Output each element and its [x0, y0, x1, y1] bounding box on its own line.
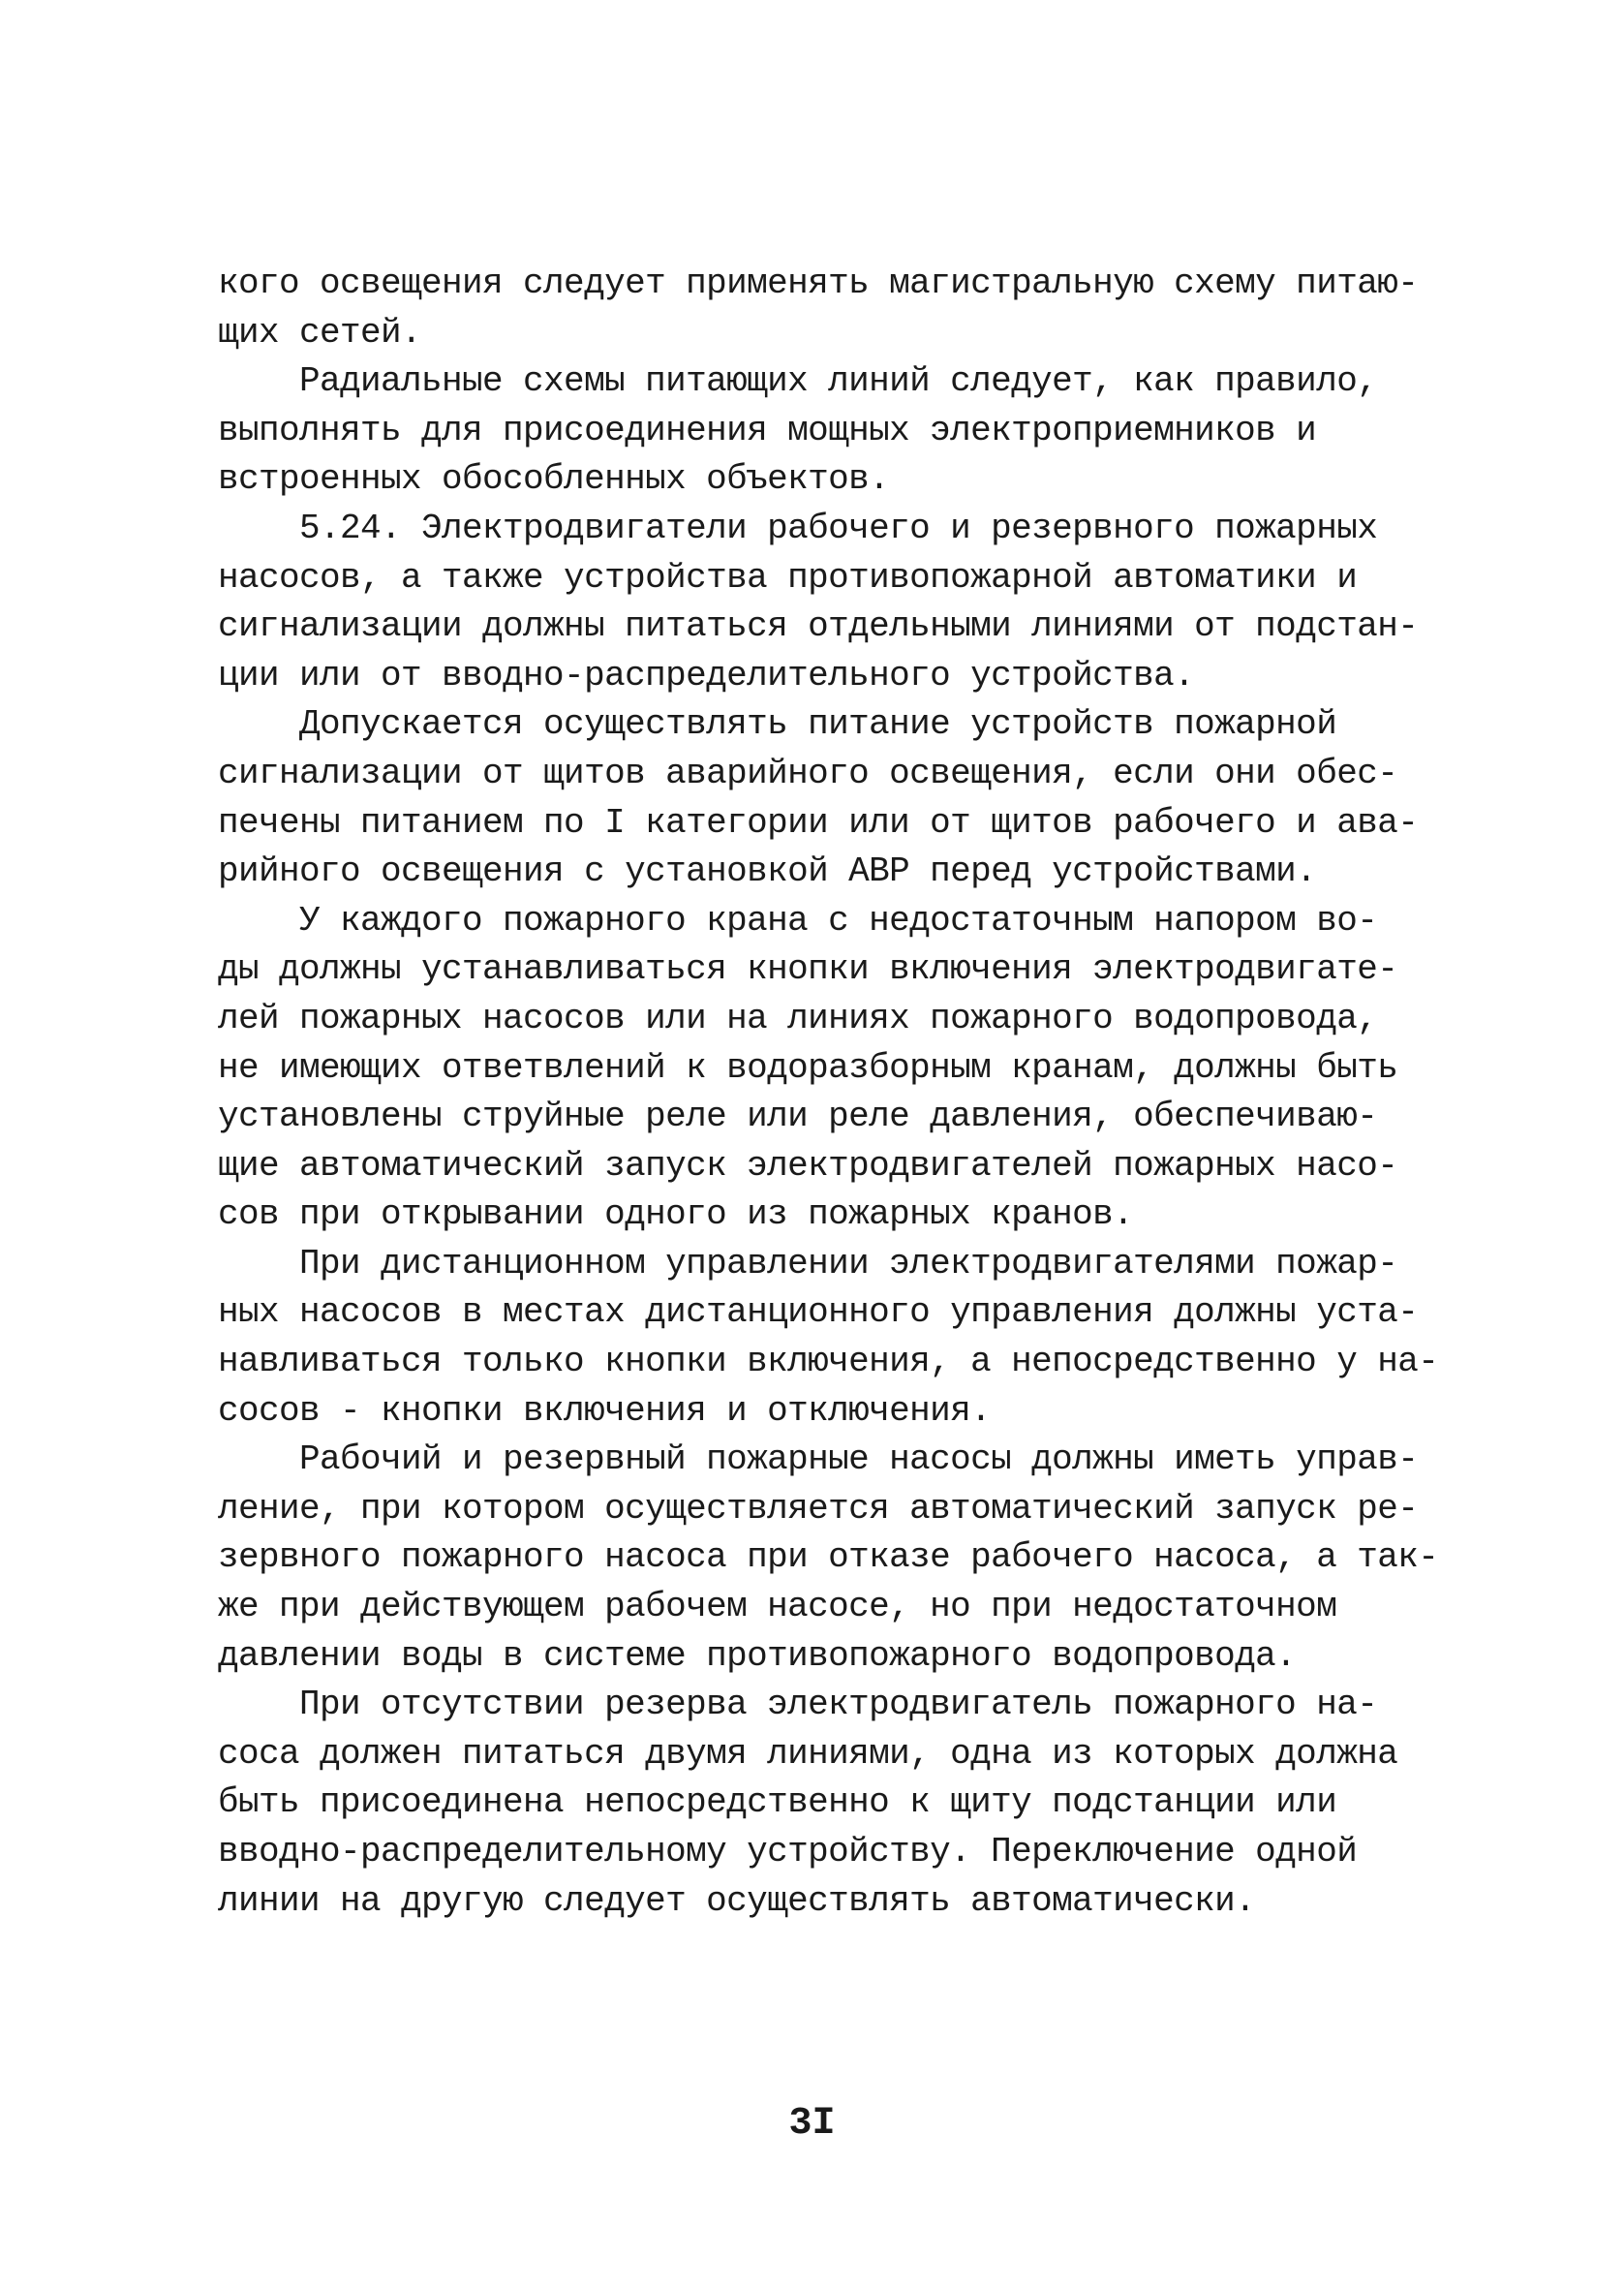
text-line: сосов - кнопки включения и отключения.	[218, 1390, 992, 1431]
text-line: встроенных обособленных объектов.	[218, 459, 890, 500]
text-line: же при действующем рабочем насосе, но при недостаточном	[218, 1587, 1337, 1627]
text-line: линии на другую следует осуществлять автоматически.	[218, 1880, 1256, 1921]
text-line: быть присоединена непосредственно к щиту подстанции или	[218, 1782, 1337, 1823]
text-line: 5.24. Электродвигатели рабочего и резервного пожарных	[218, 508, 1378, 548]
text-line: выполнять для присоединения мощных электроприемников и	[218, 410, 1317, 450]
text-line: печены питанием по I категории или от щитов рабочего и ава-	[218, 802, 1419, 843]
text-line: ных насосов в местах дистанционного управления должны уста-	[218, 1292, 1419, 1333]
text-line: При дистанционном управлении электродвигателями пожар-	[218, 1243, 1398, 1284]
text-line: насосов, а также устройства противопожарной автоматики и	[218, 557, 1358, 598]
text-line: ление, при котором осуществляется автоматический запуск ре-	[218, 1488, 1419, 1529]
text-line: щие автоматический запуск электродвигателей пожарных насо-	[218, 1145, 1398, 1186]
text-line: щих сетей.	[218, 312, 422, 353]
text-line: сигнализации от щитов аварийного освещения, если они обес-	[218, 753, 1398, 793]
page-number: 3I	[788, 2102, 836, 2146]
text-line: При отсутствии резерва электродвигатель пожарного на-	[218, 1685, 1378, 1725]
text-line: навливаться только кнопки включения, а непосредственно у на-	[218, 1342, 1439, 1382]
text-line: установлены струйные реле или реле давления, обеспечиваю-	[218, 1097, 1378, 1137]
text-line: не имеющих ответвлений к водоразборным кранам, должны быть	[218, 1047, 1398, 1088]
text-line: рийного освещения с установкой АВР перед устройствами.	[218, 851, 1317, 892]
text-line: вводно-распределительному устройству. Переключение одной	[218, 1832, 1358, 1871]
text-line: давлении воды в системе противопожарного водопровода.	[218, 1635, 1297, 1676]
text-line: лей пожарных насосов или на линиях пожарного водопровода,	[218, 998, 1378, 1038]
text-line: сов при открывании одного из пожарных кранов.	[218, 1194, 1134, 1235]
text-line: ды должны устанавливаться кнопки включения электродвигате-	[218, 949, 1398, 990]
text-line: ции или от вводно-распределительного устройства.	[218, 655, 1195, 696]
text-line: зервного пожарного насоса при отказе рабочего насоса, а так-	[218, 1537, 1439, 1578]
text-line: Рабочий и резервный пожарные насосы должны иметь управ-	[218, 1439, 1419, 1480]
text-line: сигнализации должны питаться отдельными линиями от подстан-	[218, 606, 1419, 647]
body-text	[218, 260, 1439, 1926]
text-line: Допускается осуществлять питание устройств пожарной	[218, 704, 1337, 745]
text-line: соса должен питаться двумя линиями, одна из которых должна	[218, 1733, 1398, 1774]
text-line: У каждого пожарного крана с недостаточным напором во-	[218, 900, 1378, 941]
text-line: Радиальные схемы питающих линий следует, как правило,	[218, 361, 1378, 402]
text-line: кого освещения следует применять магистральную схему питаю-	[218, 263, 1419, 303]
